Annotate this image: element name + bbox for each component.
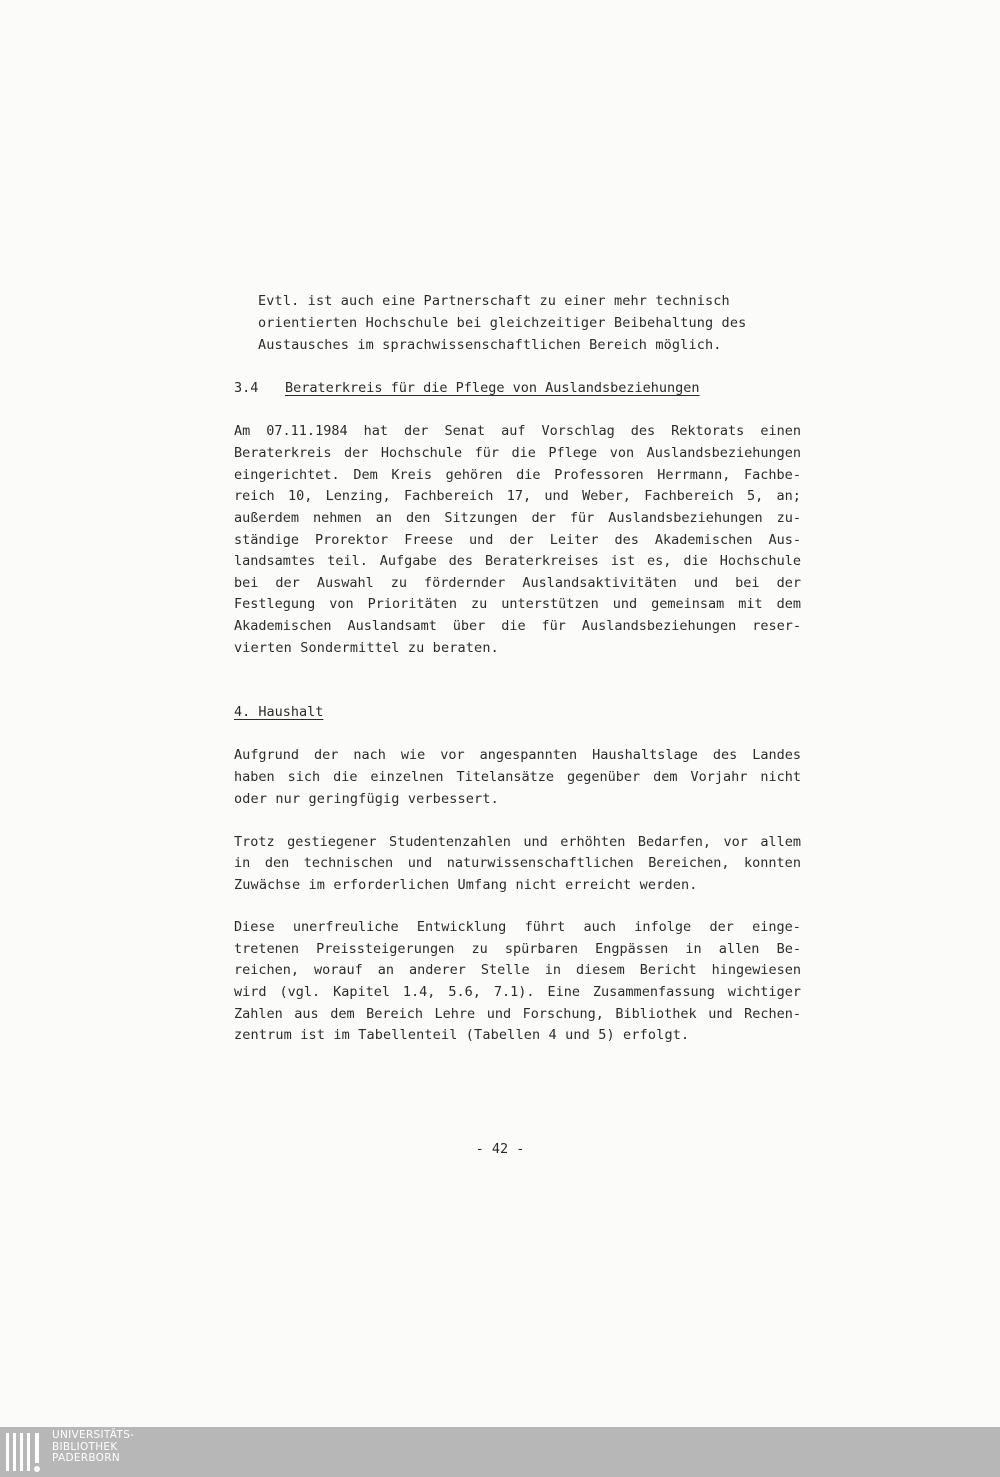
word: zu-: [776, 510, 801, 526]
word: und: [407, 855, 433, 871]
word: ist: [610, 553, 636, 569]
word: der: [709, 919, 734, 935]
word: der: [509, 532, 534, 548]
word: für: [569, 510, 595, 526]
word: Leiter: [549, 532, 599, 548]
word: gehören: [445, 467, 503, 483]
word: führt: [524, 919, 566, 935]
body-line: zentrum ist im Tabellenteil (Tabellen 4 und 5) erfolgt.: [234, 1027, 690, 1043]
word: des: [630, 423, 656, 439]
word: Professoren: [554, 467, 644, 483]
word: für: [541, 618, 566, 634]
word: an: [377, 962, 395, 978]
section-title: Beraterkreis für die Pflege von Auslandsbeziehungen: [285, 380, 700, 396]
word: und: [708, 1006, 733, 1022]
word: Diese: [234, 919, 275, 935]
word: gestiegener: [287, 834, 377, 850]
word: Beraterkreises: [484, 553, 599, 569]
word: reser-: [752, 618, 801, 634]
word: Bedarfen,: [637, 834, 711, 850]
word: Festlegung: [234, 596, 316, 612]
word: hat: [363, 423, 388, 439]
body-line: [234, 917, 801, 937]
body-line: [234, 616, 801, 636]
word: allem: [760, 834, 801, 850]
word: auf: [501, 423, 526, 439]
word: die: [501, 618, 526, 634]
word: reich: [234, 488, 275, 504]
word: die: [511, 445, 536, 461]
word: Auslandsbeziehungen: [581, 618, 737, 634]
word: 17,: [506, 488, 532, 504]
word: infolge: [634, 919, 692, 935]
word: Kapitel: [333, 984, 390, 1000]
word: anderer: [409, 962, 466, 978]
word: angespannten: [479, 747, 578, 763]
word: bei: [234, 575, 259, 591]
body-line: [234, 530, 801, 550]
body-line: [234, 421, 801, 441]
word: Fachbereich: [644, 488, 734, 504]
word: Am: [234, 423, 251, 439]
body-line: vierten Sondermittel zu beraten.: [234, 640, 499, 656]
word: diesem: [575, 962, 625, 978]
word: erhöhten: [560, 834, 626, 850]
word: konnten: [744, 855, 801, 871]
library-bars-icon: [4, 1431, 44, 1473]
word: der: [531, 510, 556, 526]
word: unterstützen: [501, 596, 599, 612]
word: von: [329, 596, 354, 612]
body-line: [234, 443, 801, 463]
word: Vorschlag: [541, 423, 615, 439]
word: spürbaren: [504, 941, 578, 957]
page-number: - 42 -: [475, 1141, 525, 1157]
word: Engpässen: [595, 941, 669, 957]
word: wie: [400, 747, 426, 763]
word: Beraterkreis: [234, 445, 332, 461]
word: wird: [234, 984, 267, 1000]
word: reichen,: [234, 962, 300, 978]
word: in: [544, 962, 561, 978]
word: landsamtes: [234, 553, 316, 569]
body-line: [234, 551, 801, 571]
body-line: [234, 960, 801, 980]
word: über: [452, 618, 486, 634]
word: dem: [653, 769, 678, 785]
word: dem: [330, 1006, 355, 1022]
word: Auslandsbeziehungen: [646, 445, 801, 461]
word: mit: [738, 596, 763, 612]
word: und: [468, 532, 494, 548]
intro-line: orientierten Hochschule bei gleichzeitiger Beibehaltung des: [258, 315, 747, 331]
word: den: [405, 510, 431, 526]
word: allen: [718, 941, 760, 957]
body-line: Zuwächse im erforderlichen Umfang nicht erreicht werden.: [234, 877, 698, 893]
word: Weber,: [582, 488, 631, 504]
word: gemeinsam: [651, 596, 725, 612]
word: technischen: [303, 855, 394, 871]
word: Bibliothek: [615, 1006, 697, 1022]
library-footer: [0, 1427, 1000, 1477]
word: Prorektor: [315, 532, 389, 548]
body-line: [234, 573, 801, 593]
word: Fachbe-: [744, 467, 801, 483]
word: 10,: [287, 488, 313, 504]
word: Haushaltslage: [592, 747, 698, 763]
word: Trotz: [234, 834, 275, 850]
word: Lenzing,: [325, 488, 391, 504]
word: teil.: [327, 553, 368, 569]
word: in: [685, 941, 702, 957]
word: fördernder: [424, 575, 506, 591]
word: zu: [390, 575, 407, 591]
section-title: 4. Haushalt: [234, 704, 324, 720]
word: vor: [723, 834, 748, 850]
word: außerdem: [234, 510, 300, 526]
word: unerfreuliche: [292, 919, 399, 935]
logo-line: UNIVERSITÄTS-: [52, 1429, 135, 1441]
word: Prioritäten: [367, 596, 458, 612]
word: an;: [776, 488, 801, 504]
word: Forschung,: [522, 1006, 604, 1022]
logo-line: PADERBORN: [52, 1452, 120, 1464]
word: 07.11.1984: [266, 423, 348, 439]
word: des: [448, 553, 474, 569]
word: Auslandsbeziehungen: [608, 510, 763, 526]
word: ständige: [234, 532, 300, 548]
word: Bereich: [366, 1006, 424, 1022]
word: sich: [287, 769, 321, 785]
word: einge-: [752, 919, 801, 935]
word: hingewiesen: [711, 962, 801, 978]
word: für: [474, 445, 500, 461]
word: (vgl.: [279, 984, 321, 1000]
word: Entwicklung: [416, 919, 507, 935]
word: nicht: [760, 769, 801, 785]
body-line: [234, 982, 801, 1002]
word: naturwissenschaftlichen: [446, 855, 634, 871]
word: dem: [776, 596, 801, 612]
intro-line: Evtl. ist auch eine Partnerschaft zu einer mehr technisch: [258, 293, 730, 309]
word: der: [275, 575, 300, 591]
body-line: [234, 1004, 801, 1024]
word: des: [712, 747, 738, 763]
word: tretenen: [234, 941, 300, 957]
word: Fachbereich: [404, 488, 494, 504]
body-line: [234, 486, 801, 506]
word: Studentenzahlen: [389, 834, 511, 850]
body-line: [234, 853, 801, 873]
word: Bericht: [639, 962, 697, 978]
word: Lehre: [434, 1006, 476, 1022]
word: des: [614, 532, 639, 548]
word: Be-: [776, 941, 801, 957]
word: einen: [760, 423, 801, 439]
word: Pflege: [548, 445, 598, 461]
word: der: [404, 423, 429, 439]
word: Hochschule: [719, 553, 801, 569]
word: Auswahl: [316, 575, 374, 591]
logo-line: BIBLIOTHEK: [52, 1440, 118, 1453]
word: und: [544, 488, 569, 504]
word: bei: [735, 575, 760, 591]
word: vor: [440, 747, 465, 763]
word: von: [609, 445, 635, 461]
word: Rektorats: [671, 423, 745, 439]
word: Hochschule: [380, 445, 463, 461]
word: in: [234, 855, 251, 871]
word: Senat: [444, 423, 486, 439]
word: Freese: [404, 532, 453, 548]
body-line: [234, 594, 801, 614]
body-line: [234, 508, 801, 528]
word: an: [375, 510, 393, 526]
body-line: [234, 939, 801, 959]
word: und: [486, 1006, 512, 1022]
word: Stelle: [480, 962, 530, 978]
word: 1.4,: [402, 984, 436, 1000]
body-line: [234, 745, 801, 765]
word: Vorjahr: [690, 769, 748, 785]
body-line: [234, 465, 801, 485]
word: die: [333, 769, 358, 785]
word: der: [344, 445, 369, 461]
word: Zusammenfassung: [592, 984, 715, 1000]
library-logo-text: [52, 1430, 134, 1465]
word: die: [683, 553, 708, 569]
word: Bereichen,: [648, 855, 730, 871]
word: Aufgabe: [379, 553, 437, 569]
word: und: [693, 575, 719, 591]
word: gegenüber: [567, 769, 641, 785]
word: den: [264, 855, 290, 871]
word: Preissteigerungen: [316, 941, 455, 957]
body-line: [234, 767, 801, 787]
word: Aus-: [768, 532, 801, 548]
word: einzelnen: [370, 769, 444, 785]
word: aus: [294, 1006, 319, 1022]
word: wichtiger: [727, 984, 801, 1000]
word: 5,: [746, 488, 764, 504]
word: worauf: [314, 962, 363, 978]
word: Auslandsamt: [347, 618, 437, 634]
word: Herrmann,: [657, 467, 731, 483]
word: auch: [583, 919, 616, 935]
section-number: 3.4: [234, 380, 259, 396]
word: es,: [647, 553, 672, 569]
word: nehmen: [313, 510, 362, 526]
body-line: [234, 832, 801, 852]
word: haben: [234, 769, 275, 785]
word: Rechen-: [744, 1006, 801, 1022]
word: 5.6,: [448, 984, 481, 1000]
word: Dem: [353, 467, 378, 483]
word: Eine: [547, 984, 580, 1000]
word: Akademischen: [234, 618, 332, 634]
word: zu: [471, 941, 488, 957]
word: 7.1).: [493, 984, 535, 1000]
word: eingerichtet.: [234, 467, 340, 483]
word: und: [612, 596, 638, 612]
intro-line: Austausches im sprachwissenschaftlichen Bereich möglich.: [258, 337, 722, 353]
word: der: [776, 575, 801, 591]
body-line: oder nur geringfügig verbessert.: [234, 791, 499, 807]
word: Sitzungen: [444, 510, 518, 526]
word: Landes: [752, 747, 801, 763]
word: Titelansätze: [456, 769, 555, 785]
word: Auslandsaktivitäten: [522, 575, 677, 591]
word: der: [314, 747, 339, 763]
word: die: [516, 467, 541, 483]
word: Kreis: [391, 467, 432, 483]
word: Akademischen: [654, 532, 753, 548]
word: zu: [470, 596, 488, 612]
word: Aufgrund: [234, 747, 300, 763]
word: und: [523, 834, 548, 850]
word: nach: [353, 747, 386, 763]
word: Zahlen: [234, 1006, 283, 1022]
